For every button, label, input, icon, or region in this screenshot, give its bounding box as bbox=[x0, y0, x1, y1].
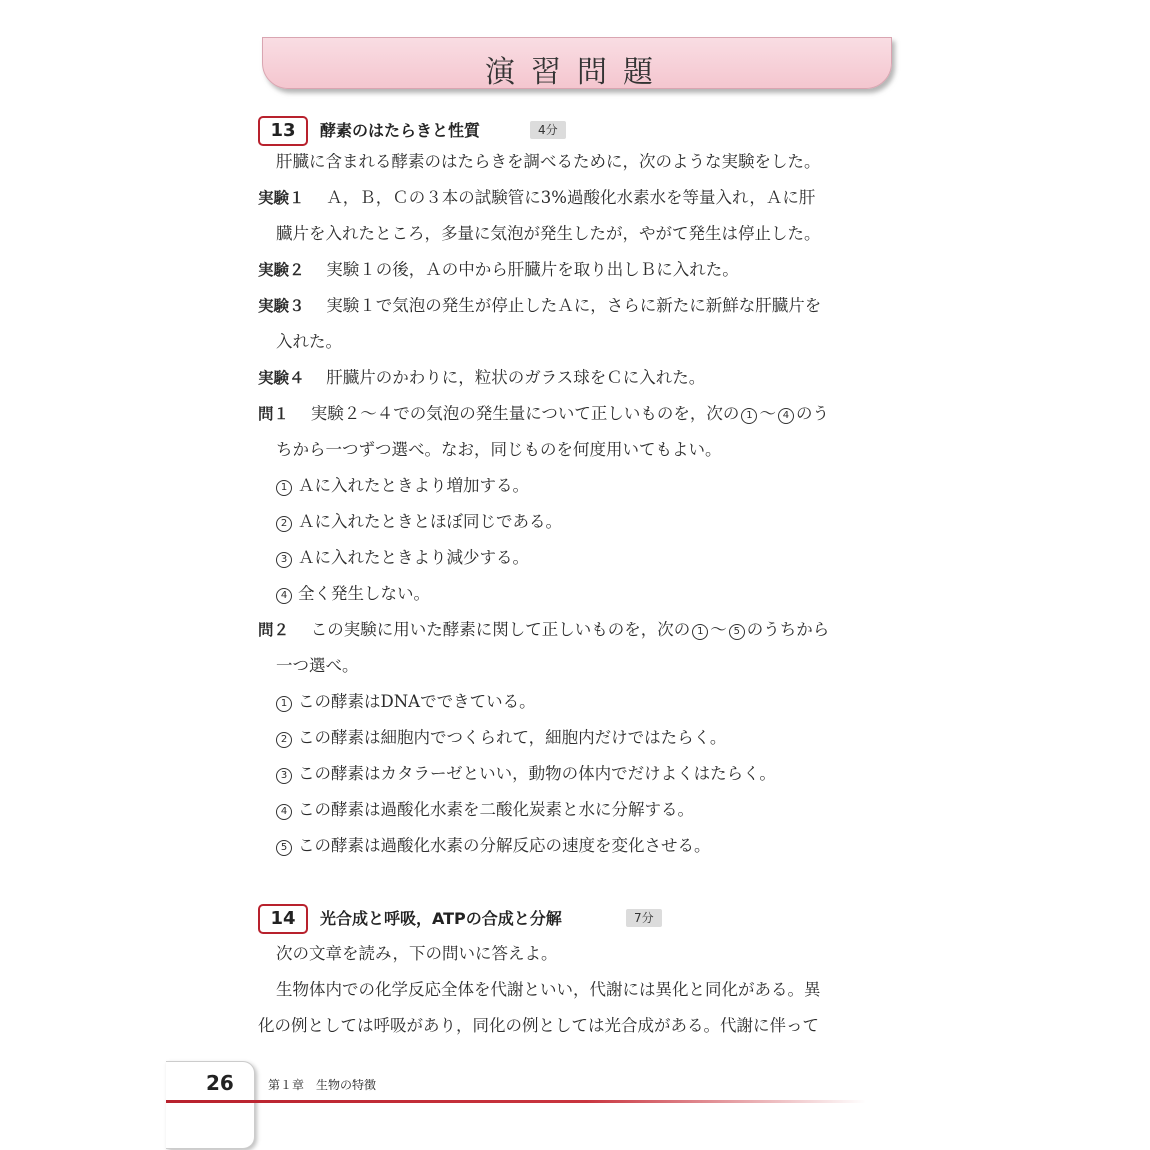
choice-number: 4 bbox=[276, 804, 292, 820]
time-badge: 7分 bbox=[626, 909, 662, 927]
problem-title: 酵素のはたらきと性質 bbox=[320, 121, 481, 140]
choice-number: 5 bbox=[276, 840, 292, 856]
footer-rule bbox=[166, 1100, 866, 1103]
passage-line: 生物体内での化学反応全体を代謝といい，代謝には異化と同化がある。異 bbox=[276, 980, 821, 999]
question-label: 問１ bbox=[258, 405, 290, 423]
choice-item bbox=[276, 547, 529, 569]
experiment-1 bbox=[258, 187, 815, 209]
section-title: 演習問題 bbox=[485, 55, 669, 90]
experiment-3 bbox=[258, 295, 821, 317]
experiment-2 bbox=[258, 259, 739, 281]
problem-number: 14 bbox=[258, 904, 308, 934]
question-2-cont: 一つ選べ。 bbox=[276, 656, 359, 675]
choice-number: 2 bbox=[276, 516, 292, 532]
question-1-cont: ちから一つずつ選べ。なお，同じものを何度用いてもよい。 bbox=[276, 440, 722, 459]
passage-line: 次の文章を読み，下の問いに答えよ。 bbox=[276, 944, 558, 963]
experiment-1-cont: 臓片を入れたところ，多量に気泡が発生したが，やがて発生は停止した。 bbox=[276, 224, 821, 243]
passage-line: 化の例としては呼吸があり，同化の例としては光合成がある。代謝に伴って bbox=[258, 1016, 819, 1035]
experiment-3-cont: 入れた。 bbox=[276, 332, 342, 351]
experiment-4 bbox=[258, 367, 705, 389]
choice-item bbox=[276, 583, 430, 605]
problem-14-header bbox=[258, 904, 898, 932]
question-text-cont: のうちから bbox=[746, 620, 830, 639]
choice-item bbox=[276, 511, 562, 533]
question-2 bbox=[258, 619, 829, 641]
problem-title: 光合成と呼吸，ATPの合成と分解 bbox=[320, 909, 562, 928]
choice-number: 1 bbox=[741, 408, 757, 424]
choice-number: 2 bbox=[276, 732, 292, 748]
range-tilde: ～ bbox=[759, 404, 776, 423]
experiment-text: 実験１の後，Ａの中から肝臓片を取り出しＢに入れた。 bbox=[326, 260, 739, 279]
choice-number: 1 bbox=[692, 624, 708, 640]
question-label: 問２ bbox=[258, 621, 290, 639]
choice-text: Ａに入れたときとほぼ同じである。 bbox=[298, 512, 562, 531]
question-text: この実験に用いた酵素に関して正しいものを，次の bbox=[310, 620, 691, 639]
problem-number: 13 bbox=[258, 116, 308, 146]
choice-number: 3 bbox=[276, 768, 292, 784]
choice-item bbox=[276, 763, 776, 785]
choice-text: この酵素は過酸化水素を二酸化炭素と水に分解する。 bbox=[298, 800, 694, 819]
choice-number: 4 bbox=[778, 408, 794, 424]
choice-text: この酵素はDNAでできている。 bbox=[298, 692, 536, 711]
choice-text: Ａに入れたときより減少する。 bbox=[298, 548, 529, 567]
chapter-title: 第１章 生物の特徴 bbox=[268, 1078, 377, 1092]
experiment-label: 実験４ bbox=[258, 369, 305, 387]
experiment-label: 実験２ bbox=[258, 261, 305, 279]
choice-number: 3 bbox=[276, 552, 292, 568]
choice-item bbox=[276, 799, 694, 821]
intro-text: 肝臓に含まれる酵素のはたらきを調べるために，次のような実験をした。 bbox=[276, 152, 821, 171]
choice-number: 5 bbox=[729, 624, 745, 640]
choice-number: 1 bbox=[276, 480, 292, 496]
experiment-text: Ａ，Ｂ，Ｃの３本の試験管に3%過酸化水素水を等量入れ，Ａに肝 bbox=[326, 188, 816, 207]
problem-13-header bbox=[258, 116, 898, 144]
choice-text: この酵素は過酸化水素の分解反応の速度を変化させる。 bbox=[298, 836, 711, 855]
experiment-label: 実験３ bbox=[258, 297, 305, 315]
choice-item bbox=[276, 727, 726, 749]
experiment-text: 実験１で気泡の発生が停止したＡに，さらに新たに新鮮な肝臓片を bbox=[326, 296, 822, 315]
choice-item bbox=[276, 691, 536, 713]
question-text-cont: のう bbox=[795, 404, 829, 423]
choice-text: この酵素はカタラーゼといい，動物の体内でだけよくはたらく。 bbox=[298, 764, 776, 783]
choice-number: 1 bbox=[276, 696, 292, 712]
question-text: 実験２～４での気泡の発生量について正しいものを，次の bbox=[310, 404, 740, 423]
choice-text: Ａに入れたときより増加する。 bbox=[298, 476, 529, 495]
choice-text: この酵素は細胞内でつくられて，細胞内だけではたらく。 bbox=[298, 728, 727, 747]
choice-item bbox=[276, 475, 529, 497]
page-number: 26 bbox=[206, 1071, 234, 1095]
section-banner bbox=[262, 37, 892, 89]
range-tilde: ～ bbox=[710, 620, 727, 639]
choice-text: 全く発生しない。 bbox=[298, 584, 430, 603]
experiment-label: 実験１ bbox=[258, 189, 305, 207]
choice-item bbox=[276, 835, 711, 857]
experiment-text: 肝臓片のかわりに，粒状のガラス球をＣに入れた。 bbox=[326, 368, 706, 387]
question-1 bbox=[258, 403, 829, 425]
choice-number: 4 bbox=[276, 588, 292, 604]
time-badge: 4分 bbox=[530, 121, 566, 139]
